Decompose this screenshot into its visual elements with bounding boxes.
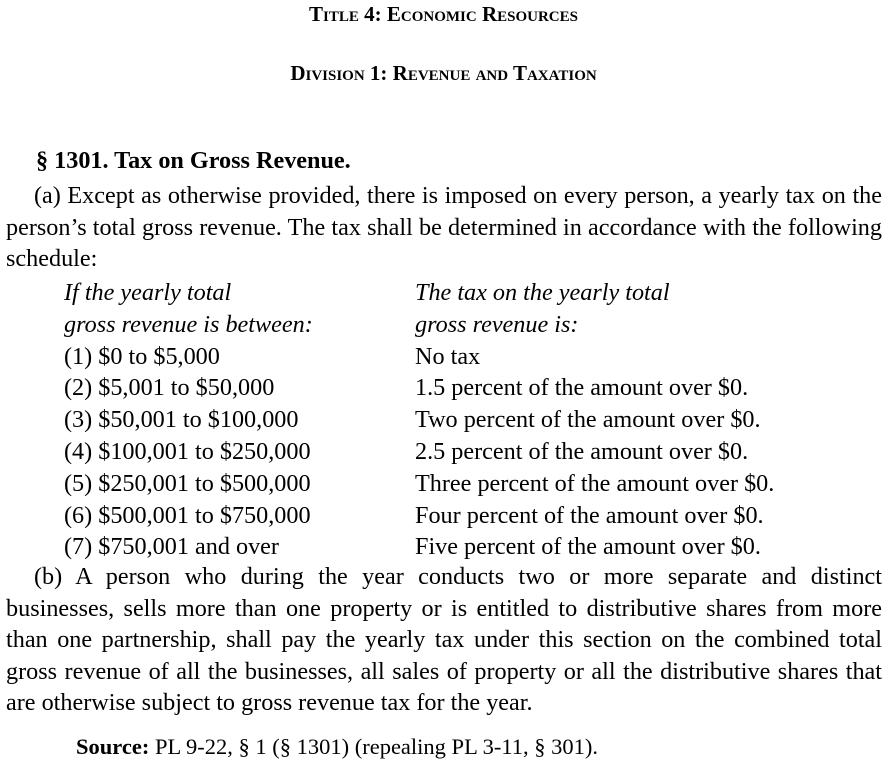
schedule-tax: 2.5 percent of the amount over $0. <box>415 437 749 465</box>
schedule-tax: Two percent of the amount over $0. <box>415 406 761 434</box>
source-text: PL 9-22, § 1 (§ 1301) (repealing PL 3-11, § 301). <box>149 734 598 759</box>
schedule-tax: No tax <box>415 342 481 370</box>
source-label: Source: <box>76 734 150 759</box>
schedule-tax: 1.5 percent of the amount over $0. <box>415 374 749 402</box>
schedule-tax: Three percent of the amount over $0. <box>415 469 775 497</box>
schedule-range: (2) $5,001 to $50,000 <box>64 374 275 402</box>
left-header-line1: If the yearly total <box>64 279 232 306</box>
tax-schedule <box>64 277 884 563</box>
left-header-line2: gross revenue is between: <box>64 310 313 338</box>
schedule-row <box>64 372 884 404</box>
division-heading: Division 1: Revenue and Taxation <box>290 61 597 85</box>
schedule-range: (6) $500,001 to $750,000 <box>64 501 311 529</box>
schedule-row <box>64 531 884 563</box>
schedule-range: (3) $50,001 to $100,000 <box>64 406 299 434</box>
schedule-header-row-2 <box>64 309 884 341</box>
schedule-tax: Four percent of the amount over $0. <box>415 501 764 529</box>
paragraph-b-text: (b) A person who during the year conducts two or more separate and distinct businesses, sells more than one property or is entitled to distributive shares from more than one partnership, shall pay the yearly tax under this section on the combined total gross revenue of all the businesses, all sales of property or all the distributive shares that are otherwise subject to gross revenue tax for the year. <box>6 563 882 716</box>
source-citation <box>76 734 598 760</box>
title-heading: Title 4: Economic Resources <box>309 2 578 26</box>
schedule-row <box>64 500 884 532</box>
paragraph-a <box>6 180 882 275</box>
schedule-row <box>64 341 884 373</box>
schedule-range: (1) $0 to $5,000 <box>64 342 220 370</box>
paragraph-a-text: (a) Except as otherwise provided, there is imposed on every person, a yearly tax on the person’s total gross revenue. The tax shall be determined in accordance with the following schedule: <box>6 182 882 272</box>
schedule-header-row-1 <box>64 277 884 309</box>
right-header-line1: The tax on the yearly total <box>415 279 670 306</box>
schedule-row <box>64 404 884 436</box>
paragraph-b <box>6 561 882 719</box>
schedule-range: (7) $750,001 and over <box>64 533 279 561</box>
schedule-row <box>64 468 884 500</box>
schedule-range: (4) $100,001 to $250,000 <box>64 437 311 465</box>
section-heading: § 1301. Tax on Gross Revenue. <box>36 147 351 174</box>
schedule-range: (5) $250,001 to $500,000 <box>64 469 311 497</box>
schedule-row <box>64 436 884 468</box>
schedule-tax: Five percent of the amount over $0. <box>415 533 761 561</box>
right-header-line2: gross revenue is: <box>415 310 579 338</box>
